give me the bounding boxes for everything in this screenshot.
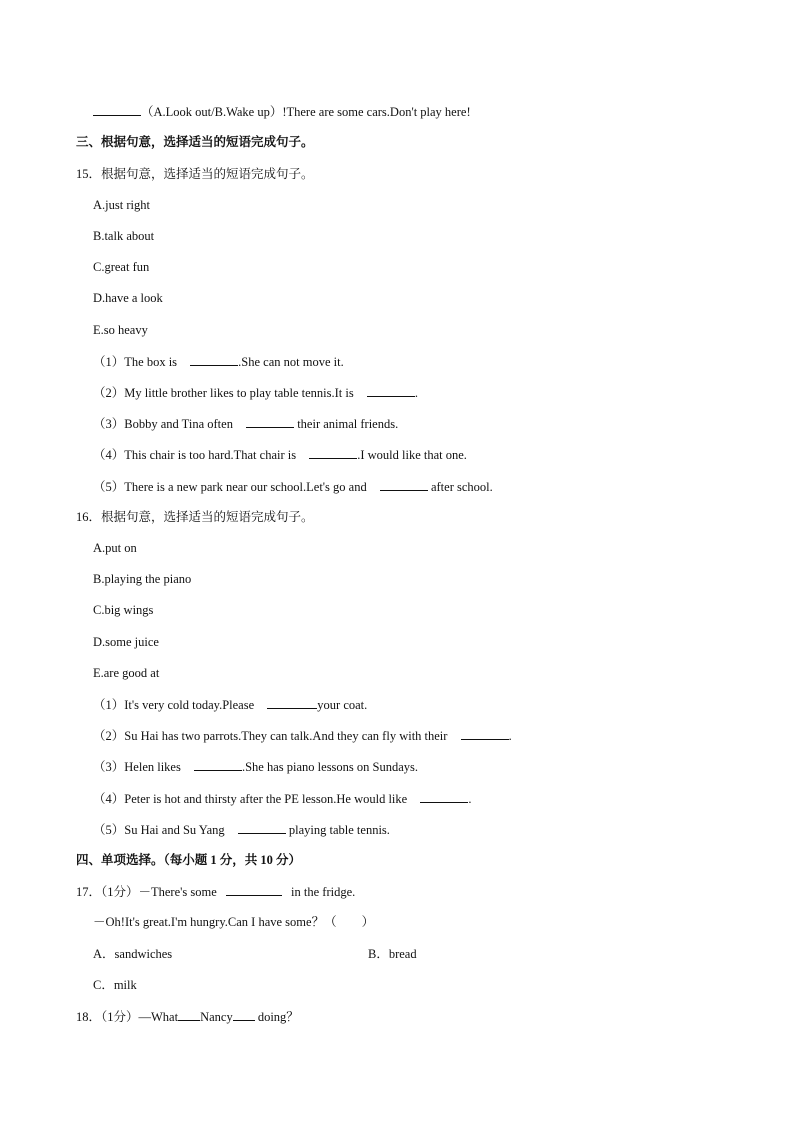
item-number: （4）: [93, 448, 125, 462]
q16-item-1: [93, 696, 367, 713]
item-text: Bobby and Tina often: [124, 417, 233, 431]
answer-blank[interactable]: [178, 1008, 200, 1021]
q16-item-3: [93, 758, 418, 775]
item-text-end: .I would like that one.: [357, 448, 467, 462]
item-text: Peter is hot and thirsty after the PE lesson.He would like: [124, 792, 408, 806]
question-17-dialogue: －Oh!It's great.I'm hungry.Can I have some？（ ）: [93, 915, 375, 929]
q16-option-b: B.playing the piano: [93, 572, 192, 586]
item-text: Helen likes: [124, 760, 181, 774]
q16-item-5: [93, 821, 390, 838]
item-number: （1）: [93, 698, 125, 712]
q16-item-2: [93, 727, 512, 744]
q15-item-5: [93, 478, 493, 495]
item-text: There is a new park near our school.Let's go and: [124, 480, 367, 494]
question-17-text: 17．（1分）－There's some: [76, 885, 217, 899]
q15-item-2: [93, 384, 418, 401]
answer-blank[interactable]: [267, 696, 317, 709]
item-number: （5）: [93, 480, 125, 494]
answer-blank[interactable]: [367, 384, 415, 397]
item-number: （4）: [93, 792, 125, 806]
item-number: （2）: [93, 386, 125, 400]
q16-option-a: A.put on: [93, 541, 137, 555]
section-4-heading: 四、单项选择。（每小题 1 分，共 10 分）: [76, 853, 302, 867]
q15-option-d: D.have a look: [93, 291, 163, 305]
question-14-text: （A.Look out/B.Wake up）!There are some cars.Don't play here!: [141, 105, 471, 119]
answer-blank[interactable]: [420, 790, 468, 803]
question-18-text: 18．（1分）—What: [76, 1010, 179, 1024]
q15-item-4: [93, 446, 467, 463]
question-18-text-end: doing？: [257, 1010, 299, 1024]
item-number: （2）: [93, 729, 125, 743]
answer-blank[interactable]: [226, 883, 282, 896]
q16-item-4: [93, 790, 471, 807]
q17-option-b[interactable]: B．bread: [368, 947, 417, 961]
answer-blank[interactable]: [190, 353, 238, 366]
item-text-end: .She has piano lessons on Sundays.: [241, 760, 419, 774]
item-number: （1）: [93, 355, 125, 369]
item-number: （3）: [93, 760, 125, 774]
answer-blank[interactable]: [93, 103, 141, 116]
question-17-text-end: in the fridge.: [291, 885, 356, 899]
item-text: This chair is too hard.That chair is: [124, 448, 297, 462]
q15-item-3: [93, 415, 398, 432]
question-14-line: [93, 103, 471, 120]
answer-blank[interactable]: [309, 446, 357, 459]
item-text: Su Hai and Su Yang: [124, 823, 225, 837]
item-text-end: their animal friends.: [294, 417, 399, 431]
q16-option-d: D.some juice: [93, 635, 159, 649]
q15-option-b: B.talk about: [93, 229, 155, 243]
q17-option-a[interactable]: A．sandwiches: [93, 947, 173, 961]
item-text: Su Hai has two parrots.They can talk.And they can fly with their: [124, 729, 448, 743]
item-number: （5）: [93, 823, 125, 837]
item-number: （3）: [93, 417, 125, 431]
section-3-heading: 三、根据句意，选择适当的短语完成句子。: [76, 135, 314, 149]
item-text-end: your coat.: [317, 698, 368, 712]
item-text-end: playing table tennis.: [285, 823, 390, 837]
answer-blank[interactable]: [380, 478, 428, 491]
answer-blank[interactable]: [461, 727, 509, 740]
q16-option-c: C.big wings: [93, 603, 154, 617]
item-text-end: .: [468, 792, 472, 806]
q15-item-1: [93, 353, 344, 370]
question-17-stem: [76, 883, 355, 900]
answer-blank[interactable]: [194, 758, 242, 771]
item-text-end: .: [508, 729, 512, 743]
q15-option-c: C.great fun: [93, 260, 150, 274]
answer-blank[interactable]: [238, 821, 286, 834]
item-text: It's very cold today.Please: [124, 698, 255, 712]
q17-option-c[interactable]: C．milk: [93, 978, 137, 992]
question-18-text-mid: Nancy: [200, 1010, 233, 1024]
item-text: The box is: [124, 355, 178, 369]
item-text-end: after school.: [427, 480, 493, 494]
q15-option-e: E.so heavy: [93, 323, 148, 337]
item-text-end: .She can not move it.: [238, 355, 344, 369]
question-18-stem: [76, 1008, 299, 1025]
answer-blank[interactable]: [246, 415, 294, 428]
item-text-end: .: [414, 386, 418, 400]
question-16-stem: 16．根据句意，选择适当的短语完成句子。: [76, 510, 314, 524]
question-15-stem: 15．根据句意，选择适当的短语完成句子。: [76, 167, 314, 181]
q16-option-e: E.are good at: [93, 666, 160, 680]
item-text: My little brother likes to play table tennis.It is: [124, 386, 354, 400]
answer-blank[interactable]: [233, 1008, 255, 1021]
q15-option-a: A.just right: [93, 198, 150, 212]
